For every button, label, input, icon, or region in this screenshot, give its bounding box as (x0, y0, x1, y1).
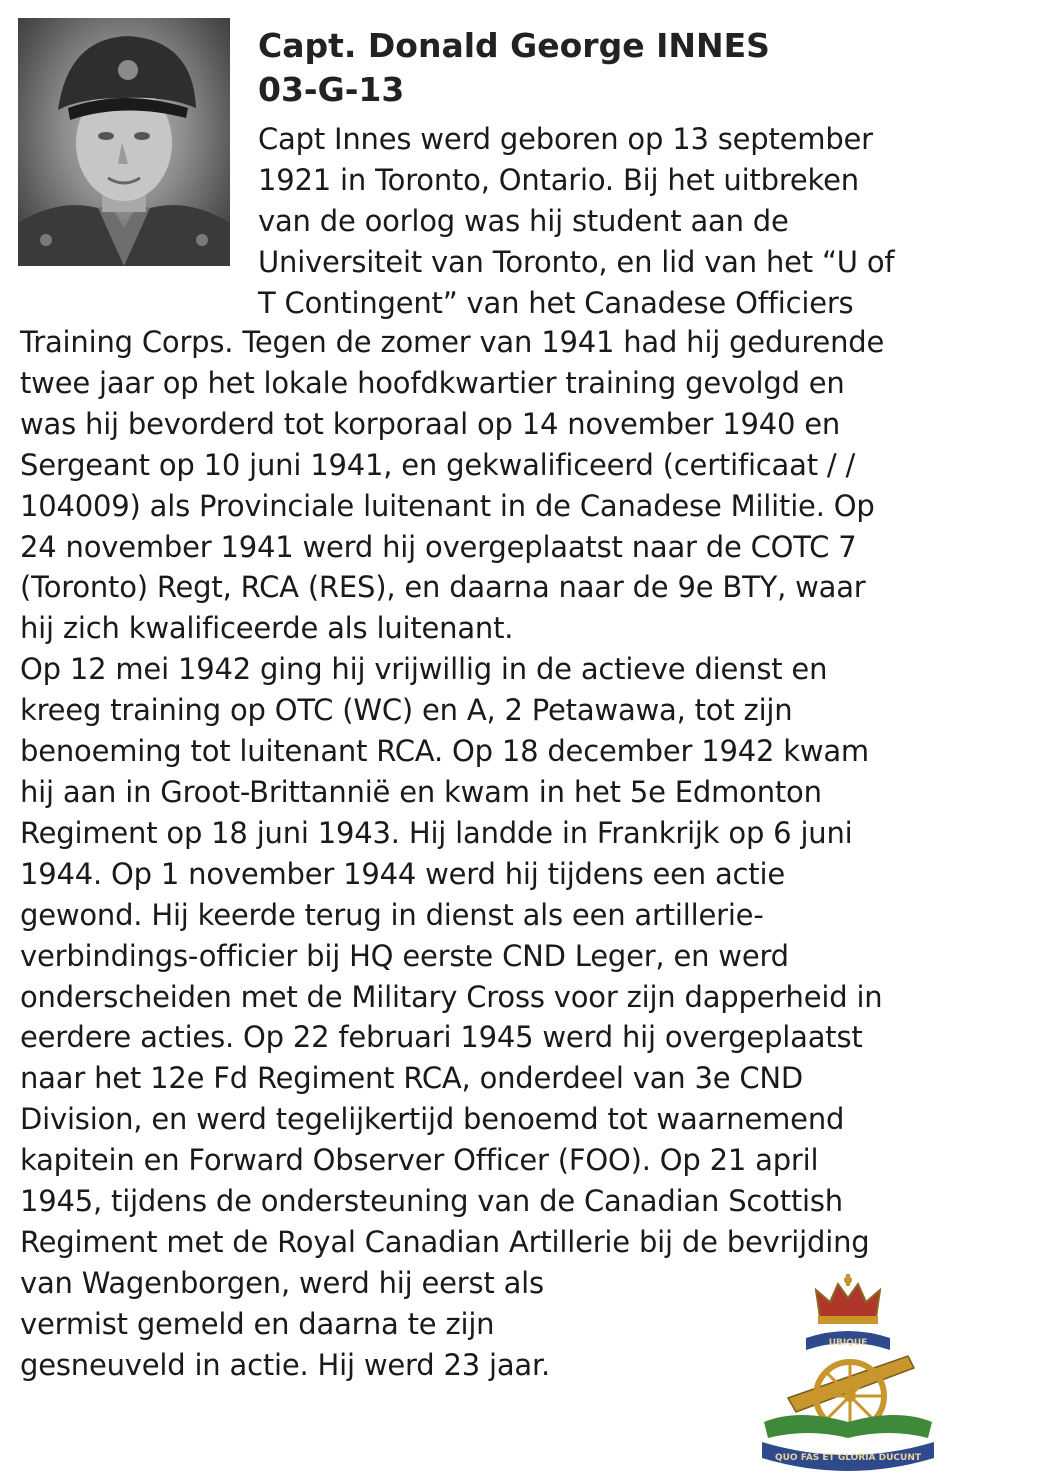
text-line: gewond. Hij keerde terug in dienst als een artillerie- (20, 897, 764, 932)
text-line: Regiment met de Royal Canadian Artillerie bij de bevrijding (20, 1224, 870, 1259)
text-line: hij zich kwalificeerde als luitenant. (20, 611, 514, 646)
text-line: twee jaar op het lokale hoofdkwartier training gevolgd en (20, 365, 845, 400)
text-line: verbindings-officier bij HQ eerste CND Leger, en werd (20, 938, 789, 973)
text-line: 1945, tijdens de ondersteuning van de Canadian Scottish (20, 1184, 843, 1219)
text-line: kapitein en Forward Observer Officer (FOO). Op 21 april (20, 1143, 819, 1178)
text-line: Sergeant op 10 juni 1941, en gekwalificeerd (certificaat / / (20, 447, 856, 482)
text-line: eerdere acties. Op 22 februari 1945 werd hij overgeplaatst (20, 1020, 863, 1055)
portrait-photo (18, 18, 230, 266)
text-line: Universiteit van Toronto, en lid van het “U of (258, 244, 895, 279)
biography-text (20, 322, 884, 1386)
text-line: 1921 in Toronto, Ontario. Bij het uitbreken (258, 162, 859, 197)
text-line: T Contingent” van het Canadese Officiers (258, 285, 854, 320)
text-line: onderscheiden met de Military Cross voor zijn dapperheid in (20, 979, 883, 1014)
text-line: kreeg training op OTC (WC) en A, 2 Petawawa, tot zijn (20, 693, 793, 728)
text-line: 1944. Op 1 november 1944 werd hij tijdens een actie (20, 856, 785, 891)
text-line: Training Corps. Tegen de zomer van 1941 had hij gedurende (20, 325, 885, 359)
text-line: gesneuveld in actie. Hij werd 23 jaar. (20, 1347, 551, 1382)
text-line: van Wagenborgen, werd hij eerst als (20, 1265, 544, 1300)
text-line: 24 november 1941 werd hij overgeplaatst naar de COTC 7 (20, 529, 857, 564)
soldier-name: Capt. Donald George INNES (258, 26, 770, 65)
page-title (258, 24, 770, 112)
text-line: Op 12 mei 1942 ging hij vrijwillig in de actieve dienst en (20, 652, 828, 687)
text-line: Regiment op 18 juni 1943. Hij landde in Frankrijk op 6 juni (20, 815, 853, 850)
badge-motto-top: UBIQUE (828, 1338, 868, 1348)
text-line: vermist gemeld en daarna te zijn (20, 1306, 495, 1341)
crown-icon (816, 1274, 880, 1324)
text-line: Capt Innes werd geboren op 13 september (258, 122, 873, 156)
artillery-badge-icon (758, 1272, 938, 1472)
text-line: (Toronto) Regt, RCA (RES), en daarna naar de 9e BTY, waar (20, 570, 866, 605)
text-line: benoeming tot luitenant RCA. Op 18 december 1942 kwam (20, 734, 869, 769)
text-line: 104009) als Provinciale luitenant in de Canadese Militie. Op (20, 488, 875, 523)
grave-number: 03-G-13 (258, 70, 405, 109)
text-line: Division, en werd tegelijkertijd benoemd tot waarnemend (20, 1102, 845, 1137)
intro-paragraph (258, 119, 894, 324)
text-line: hij aan in Groot-Brittannië en kwam in het 5e Edmonton (20, 774, 822, 809)
text-line: van de oorlog was hij student aan de (258, 203, 789, 238)
badge-motto-bottom: QUO FAS ET GLORIA DUCUNT (774, 1453, 922, 1463)
text-line: naar het 12e Fd Regiment RCA, onderdeel van 3e CND (20, 1061, 804, 1096)
text-line: was hij bevorderd tot korporaal op 14 november 1940 en (20, 406, 841, 441)
